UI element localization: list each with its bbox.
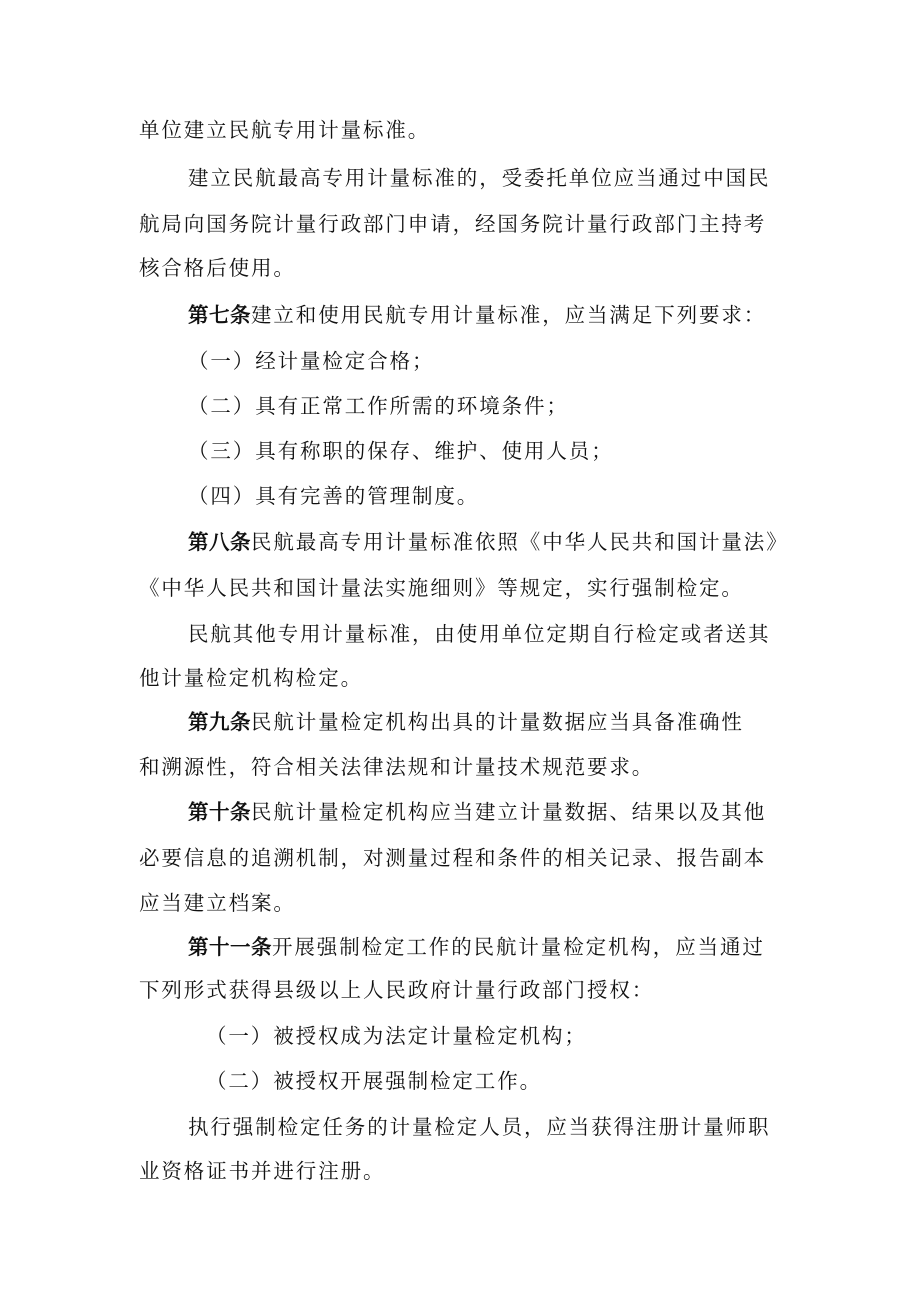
article-heading: 第十条	[188, 800, 251, 824]
paragraph-line	[139, 118, 430, 142]
line-text: 核合格后使用。	[139, 256, 296, 280]
article-heading: 第八条	[188, 530, 251, 554]
line-text: 《中华人民共和国计量法实施细则》等规定，实行强制检定。	[139, 576, 744, 600]
line-text: 民航计量检定机构出具的计量数据应当具备准确性	[251, 710, 744, 734]
line-text: 单位建立民航专用计量标准。	[139, 118, 431, 142]
paragraph-line	[139, 846, 766, 870]
paragraph-line	[139, 1159, 385, 1183]
line-text: 民航最高专用计量标准依照《中华人民共和国计量法》	[251, 530, 789, 554]
list-item	[188, 439, 614, 463]
line-text: 民航其他专用计量标准，由使用单位定期自行检定或者送其	[188, 622, 771, 646]
line-text: 建立和使用民航专用计量标准，应当满足下列要求：	[251, 303, 767, 327]
article-10	[188, 800, 766, 824]
line-text: 业资格证书并进行注册。	[139, 1159, 386, 1183]
paragraph-line	[188, 166, 770, 190]
line-text: （二）被授权开展强制检定工作。	[206, 1069, 542, 1093]
line-text: 必要信息的追溯机制，对测量过程和条件的相关记录、报告副本	[139, 846, 767, 870]
paragraph-line	[139, 666, 363, 690]
article-heading: 第九条	[188, 710, 251, 734]
list-item	[188, 349, 434, 373]
paragraph-line	[139, 212, 766, 236]
list-item	[188, 394, 569, 418]
article-8	[188, 530, 789, 554]
line-text: 民航计量检定机构应当建立计量数据、结果以及其他	[251, 800, 767, 824]
paragraph-line	[139, 256, 296, 280]
line-text: 执行强制检定任务的计量检定人员，应当获得注册计量师职	[188, 1115, 771, 1139]
paragraph-line	[188, 622, 770, 646]
line-text: （一）经计量检定合格；	[188, 349, 435, 373]
paragraph-line	[139, 891, 296, 915]
list-item	[206, 1069, 542, 1093]
line-text: 下列形式获得县级以上人民政府计量行政部门授权：	[139, 978, 655, 1002]
article-11	[188, 935, 765, 959]
list-item	[206, 1024, 587, 1048]
article-7	[188, 303, 766, 327]
paragraph-line	[139, 978, 654, 1002]
line-text: （二）具有正常工作所需的环境条件；	[188, 394, 569, 418]
article-heading: 第七条	[188, 303, 251, 327]
line-text: （四）具有完善的管理制度。	[188, 484, 480, 508]
line-text: （一）被授权成为法定计量检定机构；	[206, 1024, 587, 1048]
article-9	[188, 710, 744, 734]
paragraph-line	[188, 1115, 770, 1139]
line-text: 应当建立档案。	[139, 891, 296, 915]
list-item	[188, 484, 479, 508]
paragraph-line	[139, 576, 744, 600]
paragraph-line	[139, 755, 654, 779]
line-text: 建立民航最高专用计量标准的，受委托单位应当通过中国民	[188, 166, 771, 190]
article-heading: 第十一条	[188, 935, 272, 959]
line-text: 开展强制检定工作的民航计量检定机构，应当通过	[272, 935, 765, 959]
line-text: 他计量检定机构检定。	[139, 666, 363, 690]
line-text: （三）具有称职的保存、维护、使用人员；	[188, 439, 614, 463]
line-text: 和溯源性，符合相关法律法规和计量技术规范要求。	[139, 755, 655, 779]
line-text: 航局向国务院计量行政部门申请，经国务院计量行政部门主持考	[139, 212, 767, 236]
